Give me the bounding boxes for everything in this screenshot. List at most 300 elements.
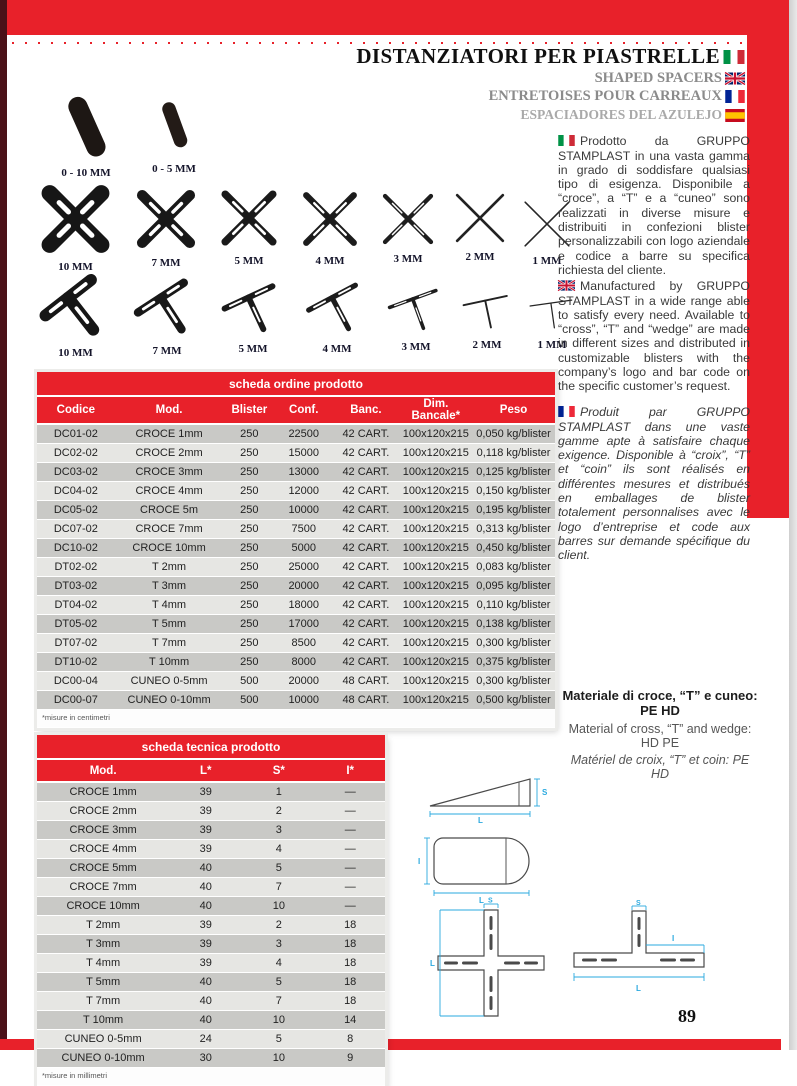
cell-mod: T 5mm (115, 615, 224, 634)
col-peso: Peso (472, 396, 555, 424)
cell-mod: T 3mm (37, 935, 169, 954)
cell-peso: 0,050 kg/blister (472, 424, 555, 444)
cell-banc: 48 CART. (332, 672, 399, 691)
tech-table-row (37, 782, 385, 802)
cell-i: 18 (315, 973, 385, 992)
cell-blister: 250 (223, 558, 275, 577)
shape-label: 2 MM (465, 251, 495, 263)
cell-conf: 10000 (275, 691, 332, 710)
cell-banc: 42 CART. (332, 520, 399, 539)
cell-i: — (315, 782, 385, 802)
page-title: DISTANZIATORI PER PIASTRELLE (356, 44, 720, 68)
cell-l: 39 (169, 821, 242, 840)
cell-mod: CROCE 7mm (37, 878, 169, 897)
description-italian (558, 134, 750, 277)
wedge-photo-large (55, 90, 117, 164)
order-table-row (37, 653, 555, 672)
left-edge-band (0, 0, 7, 1050)
cell-i: — (315, 821, 385, 840)
tee-product (123, 272, 211, 357)
cross-product (371, 188, 445, 265)
cell-codice: DC10-02 (37, 539, 115, 558)
cell-l: 40 (169, 992, 242, 1011)
cell-mod: CROCE 10mm (115, 539, 224, 558)
cell-i: — (315, 840, 385, 859)
cell-blister: 250 (223, 424, 275, 444)
cell-s: 10 (242, 1049, 315, 1068)
cell-blister: 250 (223, 653, 275, 672)
cell-banc: 48 CART. (332, 691, 399, 710)
cell-dim: 100x120x215 (400, 444, 473, 463)
cross-product (123, 184, 209, 269)
description-english-text: Manufactured by GRUPPO STAMPLAST in a wide range able to satisfy every need. Available to “cross”, “T” and “wedge” are made in different sizes and distributed in customizable blisters with the company’s logo and bar code on the specific customer’s request. (558, 279, 750, 394)
cell-s: 5 (242, 859, 315, 878)
tech-table-row (37, 1049, 385, 1068)
cross-photo (371, 188, 445, 250)
cell-blister: 500 (223, 691, 275, 710)
cell-codice: DC03-02 (37, 463, 115, 482)
order-table-row (37, 539, 555, 558)
material-note (560, 688, 760, 781)
cell-l: 39 (169, 840, 242, 859)
order-table-title: scheda ordine prodotto (37, 372, 555, 396)
cell-banc: 42 CART. (332, 558, 399, 577)
col-codice: Codice (37, 396, 115, 424)
wedge-product (149, 90, 199, 179)
cell-l: 40 (169, 897, 242, 916)
wedge-side-drawing (426, 770, 552, 824)
cell-conf: 5000 (275, 539, 332, 558)
spain-flag-icon (725, 109, 745, 122)
cell-peso: 0,195 kg/blister (472, 501, 555, 520)
cell-mod: T 7mm (115, 634, 224, 653)
cell-i: — (315, 859, 385, 878)
cell-mod: T 10mm (37, 1011, 169, 1030)
cross-product (209, 184, 289, 267)
cell-conf: 20000 (275, 577, 332, 596)
tech-table-row (37, 1030, 385, 1049)
cell-codice: DT07-02 (37, 634, 115, 653)
cell-l: 30 (169, 1049, 242, 1068)
cell-l: 39 (169, 935, 242, 954)
cell-mod: T 2mm (115, 558, 224, 577)
cell-mod: CROCE 5m (115, 501, 224, 520)
order-table-row (37, 558, 555, 577)
cross-photo (445, 188, 515, 248)
cell-codice: DC01-02 (37, 424, 115, 444)
cell-blister: 500 (223, 672, 275, 691)
col-mod: Mod. (115, 396, 224, 424)
order-table-row (37, 691, 555, 710)
dim-label-s: S (542, 788, 548, 797)
cell-banc: 42 CART. (332, 596, 399, 615)
cell-s: 10 (242, 897, 315, 916)
order-table-row (37, 444, 555, 463)
cell-peso: 0,500 kg/blister (472, 691, 555, 710)
cell-l: 39 (169, 802, 242, 821)
col-mod: Mod. (37, 759, 169, 782)
cell-i: — (315, 878, 385, 897)
cell-banc: 42 CART. (332, 444, 399, 463)
cell-mod: CROCE 3mm (37, 821, 169, 840)
tech-table-row (37, 821, 385, 840)
cell-conf: 8000 (275, 653, 332, 672)
cell-mod: CROCE 4mm (115, 482, 224, 501)
cell-dim: 100x120x215 (400, 482, 473, 501)
shape-label: 1 MM (537, 339, 567, 351)
cell-dim: 100x120x215 (400, 615, 473, 634)
tech-table-row (37, 916, 385, 935)
cell-blister: 250 (223, 577, 275, 596)
material-note-italian: Materiale di croce, “T” e cuneo: PE HD (562, 688, 758, 718)
dim-label-l: L (478, 816, 483, 825)
tech-table-title: scheda tecnica prodotto (37, 735, 385, 759)
tech-table-row (37, 878, 385, 897)
tee-photo (123, 272, 211, 342)
shape-label: 3 MM (401, 341, 431, 353)
cell-i: 8 (315, 1030, 385, 1049)
cell-conf: 20000 (275, 672, 332, 691)
material-note-english: Material of cross, “T” and wedge: HD PE (568, 722, 752, 750)
cell-dim: 100x120x215 (400, 558, 473, 577)
cell-mod: CUNEO 0-5mm (115, 672, 224, 691)
cell-blister: 250 (223, 520, 275, 539)
cell-dim: 100x120x215 (400, 596, 473, 615)
cell-l: 40 (169, 973, 242, 992)
cell-banc: 42 CART. (332, 653, 399, 672)
title-spanish: ESPACIADORES DEL AZULEJO (520, 107, 722, 122)
cell-mod: T 7mm (37, 992, 169, 1011)
cell-peso: 0,375 kg/blister (472, 653, 555, 672)
tech-table-footnote: *misure in millimetri (37, 1068, 385, 1086)
shape-label: 4 MM (315, 255, 345, 267)
order-table-row (37, 577, 555, 596)
cell-blister: 250 (223, 501, 275, 520)
cell-dim: 100x120x215 (400, 463, 473, 482)
cell-banc: 42 CART. (332, 482, 399, 501)
cell-i: — (315, 897, 385, 916)
cell-s: 4 (242, 954, 315, 973)
shape-label: 7 MM (151, 257, 181, 269)
dim-label-l: L (479, 896, 484, 905)
order-table-footnote: *misure in centimetri (37, 710, 555, 728)
cell-l: 40 (169, 859, 242, 878)
wedge-photo-small (149, 90, 199, 160)
cell-l: 40 (169, 878, 242, 897)
cell-codice: DC04-02 (37, 482, 115, 501)
cell-s: 1 (242, 782, 315, 802)
cell-s: 4 (242, 840, 315, 859)
cell-dim: 100x120x215 (400, 577, 473, 596)
cell-dim: 100x120x215 (400, 653, 473, 672)
order-table-row (37, 615, 555, 634)
cross-photo (289, 186, 371, 252)
cell-banc: 42 CART. (332, 463, 399, 482)
tech-table-row (37, 1011, 385, 1030)
cell-mod: T 3mm (115, 577, 224, 596)
page-number: 89 (678, 1006, 696, 1026)
order-table-row (37, 501, 555, 520)
cell-peso: 0,118 kg/blister (472, 444, 555, 463)
wedge-top-drawing (416, 828, 548, 904)
dim-label-i: I (418, 857, 421, 866)
cell-banc: 42 CART. (332, 424, 399, 444)
cell-blister: 250 (223, 463, 275, 482)
col-banc: Banc. (332, 396, 399, 424)
shape-label: 3 MM (393, 253, 423, 265)
cell-peso: 0,095 kg/blister (472, 577, 555, 596)
col-conf: Conf. (275, 396, 332, 424)
cell-l: 24 (169, 1030, 242, 1049)
cell-peso: 0,150 kg/blister (472, 482, 555, 501)
cell-codice: DC07-02 (37, 520, 115, 539)
france-flag-icon (725, 90, 745, 103)
cell-mod: T 5mm (37, 973, 169, 992)
cell-banc: 42 CART. (332, 615, 399, 634)
wedge-product (55, 90, 117, 179)
cell-dim: 100x120x215 (400, 520, 473, 539)
cell-codice: DT10-02 (37, 653, 115, 672)
shape-label: 1 MM (532, 255, 562, 267)
tech-table-row (37, 897, 385, 916)
cell-dim: 100x120x215 (400, 634, 473, 653)
shape-label: 10 MM (58, 261, 93, 273)
cell-mod: CROCE 4mm (37, 840, 169, 859)
cross-photo (209, 184, 289, 252)
cell-banc: 42 CART. (332, 577, 399, 596)
order-table-header (37, 396, 555, 424)
cell-s: 2 (242, 802, 315, 821)
description-italian-text: Prodotto da GRUPPO STAMPLAST in una vasta gamma in grado di soddisfare qualsiasi tipo di esigenza. Disponibile a “croce”, a “T” e a “cuneo” sono realizzati in diverse misure e distribuiti in confezioni blister personalizzabili con logo aziendale e codice a barre su specifica richiesta del cliente. (558, 134, 750, 277)
cell-conf: 18000 (275, 596, 332, 615)
tee-product (211, 274, 295, 355)
tech-table-row (37, 992, 385, 1011)
tech-table-row (37, 935, 385, 954)
cell-blister: 250 (223, 634, 275, 653)
cell-codice: DC02-02 (37, 444, 115, 463)
tech-table-row (37, 840, 385, 859)
cross-product (28, 180, 123, 273)
cell-i: 9 (315, 1049, 385, 1068)
shape-label: 5 MM (238, 343, 268, 355)
cell-conf: 17000 (275, 615, 332, 634)
cell-mod: CROCE 3mm (115, 463, 224, 482)
order-table-row (37, 463, 555, 482)
cell-blister: 250 (223, 539, 275, 558)
cell-conf: 25000 (275, 558, 332, 577)
cell-mod: CUNEO 0-5mm (37, 1030, 169, 1049)
cell-codice: DC05-02 (37, 501, 115, 520)
cell-blister: 250 (223, 444, 275, 463)
order-table-row (37, 520, 555, 539)
cell-l: 39 (169, 954, 242, 973)
cell-codice: DT02-02 (37, 558, 115, 577)
title-french: ENTRETOISES POUR CARREAUX (488, 88, 722, 104)
cell-blister: 250 (223, 615, 275, 634)
cell-codice: DT03-02 (37, 577, 115, 596)
cell-mod: CROCE 2mm (37, 802, 169, 821)
cell-conf: 10000 (275, 501, 332, 520)
shape-label: 10 MM (58, 347, 93, 359)
cell-i: 18 (315, 916, 385, 935)
cell-peso: 0,125 kg/blister (472, 463, 555, 482)
cell-i: 18 (315, 954, 385, 973)
cell-dim: 100x120x215 (400, 539, 473, 558)
tee-product (28, 270, 123, 359)
cell-conf: 7500 (275, 520, 332, 539)
cell-blister: 250 (223, 596, 275, 615)
cell-mod: CROCE 1mm (37, 782, 169, 802)
cell-s: 5 (242, 1030, 315, 1049)
cell-mod: CROCE 1mm (115, 424, 224, 444)
cell-peso: 0,138 kg/blister (472, 615, 555, 634)
cell-peso: 0,110 kg/blister (472, 596, 555, 615)
shape-label: 0 - 5 MM (152, 163, 196, 175)
tee-photo (453, 282, 521, 336)
cross-products (28, 180, 562, 273)
tee-photo (211, 274, 295, 340)
tee-plan-drawing (568, 900, 710, 1003)
top-red-bar (7, 0, 789, 35)
order-table (37, 372, 555, 728)
cross-product (289, 186, 371, 267)
order-table-row (37, 482, 555, 501)
cell-dim: 100x120x215 (400, 691, 473, 710)
cell-i: 14 (315, 1011, 385, 1030)
shape-label: 0 - 10 MM (61, 167, 111, 179)
shape-label: 5 MM (234, 255, 264, 267)
dim-label-l: L (636, 984, 641, 993)
cell-mod: CROCE 7mm (115, 520, 224, 539)
tee-photo (28, 270, 123, 344)
cell-conf: 13000 (275, 463, 332, 482)
dim-label-i: I (672, 934, 675, 943)
cell-banc: 42 CART. (332, 634, 399, 653)
cross-product (445, 188, 515, 263)
tee-product (379, 278, 453, 353)
cell-s: 3 (242, 935, 315, 954)
tech-table-header (37, 759, 385, 782)
shape-label: 2 MM (472, 339, 502, 351)
dim-label-s: S (636, 900, 641, 907)
cell-peso: 0,450 kg/blister (472, 539, 555, 558)
title-english: SHAPED SPACERS (594, 70, 722, 86)
cell-blister: 250 (223, 482, 275, 501)
cell-conf: 8500 (275, 634, 332, 653)
cell-codice: DT04-02 (37, 596, 115, 615)
cell-s: 3 (242, 821, 315, 840)
cell-conf: 15000 (275, 444, 332, 463)
tech-table (37, 735, 385, 1086)
cell-conf: 12000 (275, 482, 332, 501)
description-french-text: Produit par GRUPPO STAMPLAST dans une vaste gamme apte à satisfaire chaque exigence. Disponible à “croix”, “T” et “coin” ils sont réalisés en différentes mesures et distribués en emballages de blister totalement personnalises avec le logo d’entreprise et code aux barres sur demande spécifique du client. (558, 405, 750, 563)
cross-photo (28, 180, 123, 258)
tech-table-row (37, 859, 385, 878)
shape-label: 4 MM (322, 343, 352, 355)
tee-product (453, 282, 521, 351)
cell-mod: CUNEO 0-10mm (37, 1049, 169, 1068)
cell-codice: DC00-07 (37, 691, 115, 710)
tee-photo (379, 278, 453, 338)
col-s: S* (242, 759, 315, 782)
cell-mod: CROCE 2mm (115, 444, 224, 463)
cell-peso: 0,300 kg/blister (472, 634, 555, 653)
material-note-french: Matériel de croix, “T” et coin: PE HD (570, 753, 750, 781)
tech-table-row (37, 802, 385, 821)
cell-mod: CUNEO 0-10mm (115, 691, 224, 710)
order-table-row (37, 596, 555, 615)
cell-peso: 0,083 kg/blister (472, 558, 555, 577)
cell-conf: 22500 (275, 424, 332, 444)
cell-mod: T 4mm (115, 596, 224, 615)
col-l: L* (169, 759, 242, 782)
order-table-row (37, 424, 555, 444)
cross-plan-drawing (428, 897, 554, 1026)
dim-label-s: S (488, 897, 493, 905)
tee-product (295, 274, 379, 355)
cell-l: 39 (169, 782, 242, 802)
cell-peso: 0,300 kg/blister (472, 672, 555, 691)
cell-s: 7 (242, 992, 315, 1011)
cell-banc: 42 CART. (332, 539, 399, 558)
tee-products (28, 270, 567, 359)
shape-label: 7 MM (152, 345, 182, 357)
col-dim-bancale: Dim. Bancale* (400, 396, 473, 424)
cross-photo (123, 184, 209, 254)
cell-i: 18 (315, 935, 385, 954)
cell-l: 40 (169, 1011, 242, 1030)
cell-dim: 100x120x215 (400, 424, 473, 444)
tech-table-row (37, 954, 385, 973)
cell-dim: 100x120x215 (400, 501, 473, 520)
italy-flag-icon (558, 135, 575, 146)
cell-codice: DT05-02 (37, 615, 115, 634)
cell-mod: CROCE 10mm (37, 897, 169, 916)
cell-s: 5 (242, 973, 315, 992)
cell-mod: T 4mm (37, 954, 169, 973)
description-french (558, 405, 750, 562)
cell-codice: DC00-04 (37, 672, 115, 691)
cell-s: 2 (242, 916, 315, 935)
dim-label-l: L (430, 959, 435, 968)
right-red-block (747, 0, 789, 518)
header-titles (325, 44, 745, 123)
tech-table-row (37, 973, 385, 992)
page-edge-shadow (789, 0, 797, 1050)
italy-flag-icon (723, 50, 745, 64)
cell-l: 39 (169, 916, 242, 935)
france-flag-icon (558, 406, 575, 417)
cell-i: 18 (315, 992, 385, 1011)
cell-mod: T 10mm (115, 653, 224, 672)
wedge-products (55, 90, 199, 179)
uk-flag-icon (725, 72, 745, 85)
cell-mod: T 2mm (37, 916, 169, 935)
tee-photo (295, 274, 379, 340)
col-blister: Blister (223, 396, 275, 424)
cell-peso: 0,313 kg/blister (472, 520, 555, 539)
order-table-row (37, 634, 555, 653)
cell-dim: 100x120x215 (400, 672, 473, 691)
cell-s: 10 (242, 1011, 315, 1030)
cell-mod: CROCE 5mm (37, 859, 169, 878)
cell-banc: 42 CART. (332, 501, 399, 520)
col-i: I* (315, 759, 385, 782)
cell-i: — (315, 802, 385, 821)
description-english (558, 279, 750, 393)
order-table-row (37, 672, 555, 691)
uk-flag-icon (558, 280, 575, 291)
